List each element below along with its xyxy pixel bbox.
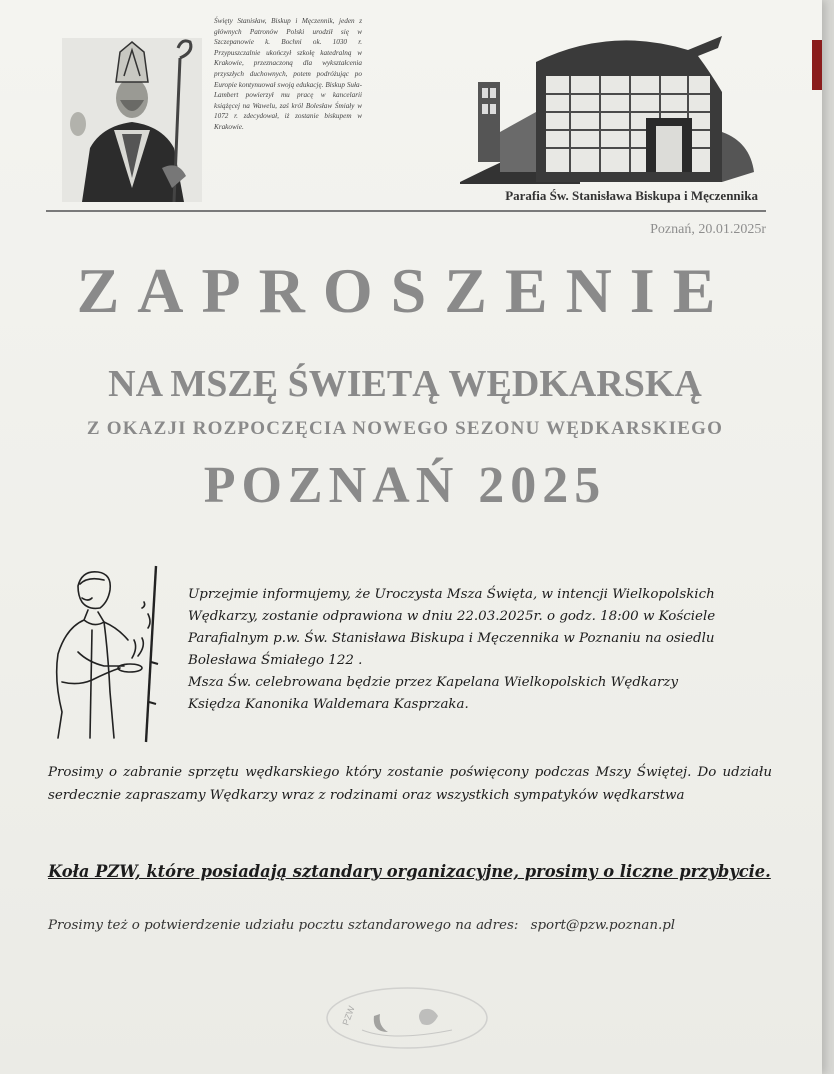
pzw-logo-watermark [322,976,492,1054]
title-occasion: Z OKAZJI ROZPOCZĘCIA NOWEGO SEZONU WĘDKARSKIEGO [86,418,724,439]
mass-details-line: Wędkarzy, zostanie odprawiona w dniu 22.03.2025r. o godz. 18:00 w Kościele [188,609,716,624]
mass-details-line: Parafialnym p.w. Św. Stanisława Biskupa i Męczennika w Poznaniu na osiedlu [188,631,715,646]
confirmation-paragraph [48,918,772,933]
celebrant-line: Msza Św. celebrowana będzie przez Kapelana Wielkopolskich Wędkarzy [188,675,679,690]
church-building-image [460,32,756,184]
mass-details-paragraph [188,584,772,716]
altar-server-illustration [48,562,166,744]
equipment-request-paragraph: Prosimy o zabranie sprzętu wędkarskiego który zostanie poświęcony podczas Mszy Świętej. Do udziału serdecznie zapraszamy Wędkarzy wraz z rodzinami oraz wszystkich sympatyków wędkarstwa [48,765,772,803]
mass-details-line: Bolesława Śmiałego 122 . [188,653,363,668]
document-date: Poznań, 20.01.2025r [650,222,766,237]
confirmation-text: Prosimy też o potwierdzenie udziału pocztu sztandarowego na adres: [48,918,519,933]
contact-email-link[interactable]: sport@pzw.poznan.pl [530,918,676,933]
mass-details-line: Uprzejmie informujemy, że Uroczysta Msza Święta, w intencji Wielkopolskich [188,587,715,602]
parish-name: Parafia Św. Stanisława Biskupa i Męczennika [505,188,758,203]
title-invitation: ZAPROSZENIE [76,255,734,326]
title-mass: NA MSZĘ ŚWIETĄ WĘDKARSKĄ [108,363,702,405]
title-city-year: POZNAŃ 2025 [203,457,607,514]
saint-bio-text: Święty Stanisław, Biskup i Męczennik, jeden z głównych Patronów Polski urodził się w Szczepanowie k. Bochni ok. 1030 r. Przypuszczalnie ukończył szkołę katedralną w Krakowie, przeznaczoną dla wykształcenia przyszłych duchownych, potem podróżując po Europie kontynuował swoją edukację. Biskup Suła-Lambert powierzył mu pracę w kancelarii książęcej na Wawelu, zaś król Bolesław Śmiały w 1072 r. zdecydował, iż zostanie biskupem w Krakowie. [214,17,362,131]
header-divider [46,210,766,212]
celebrant-line: Księdza Kanonika Waldemara Kasprzaka. [188,697,469,712]
banner-request-paragraph: Koła PZW, które posiadają sztandary organizacyjne, prosimy o liczne przybycie. [48,862,771,881]
saint-portrait-image [62,38,202,202]
pzw-logo-text: PZW [340,1004,357,1027]
edge-red-mark [812,40,822,90]
